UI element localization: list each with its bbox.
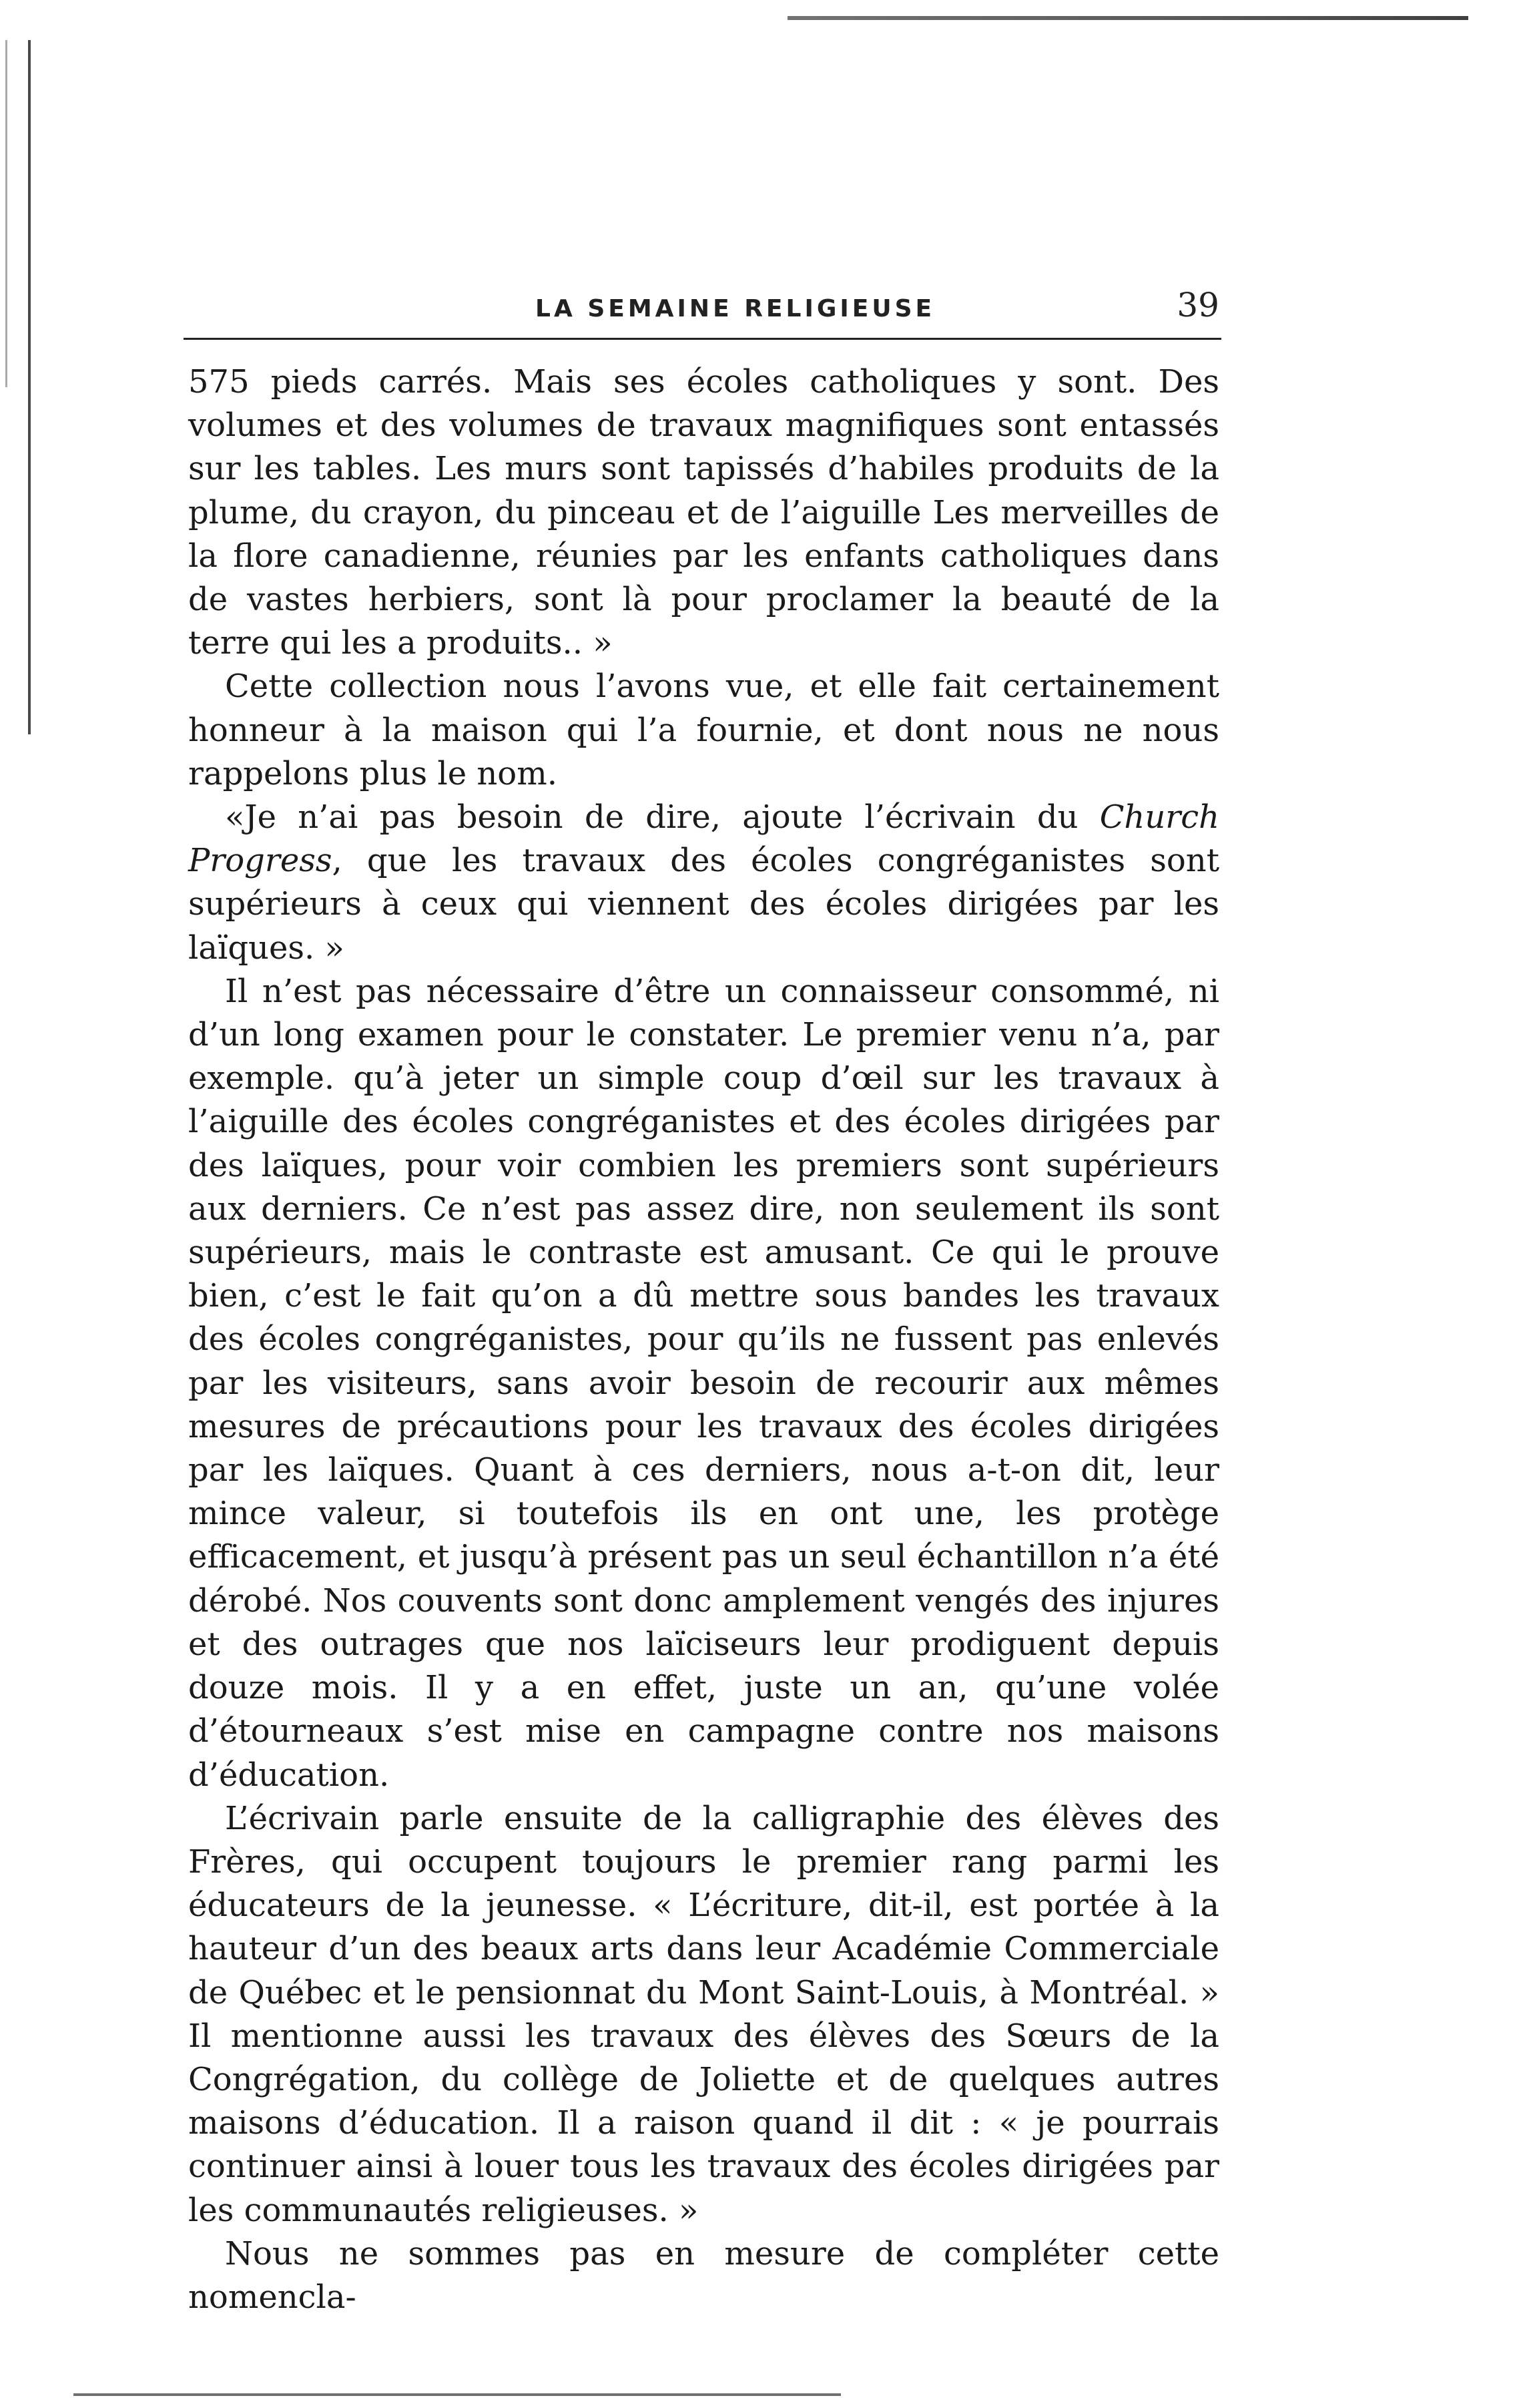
scan-top-rule	[788, 16, 1468, 20]
paragraph-4: Il n’est pas nécessaire d’être un connaisseur consommé, ni d’un long examen pour le constater. Le premier venu n’a, par exemple. qu’à jeter un simple coup d’œil sur les travaux à l’aiguille des écoles congréganistes et des écoles dirigées par des laïques, pour voir combien les premiers sont supérieurs aux derniers. Ce n’est pas assez dire, non seulement ils sont supérieurs, mais le contraste est amusant. Ce qui le prouve bien, c’est le fait qu’on a dû mettre sous bandes les travaux des écoles congréganistes, pour qu’ils ne fussent pas enlevés par les visiteurs, sans avoir besoin de recourir aux mêmes mesures de précautions pour les travaux des écoles dirigées par les laïques. Quant à ces derniers, nous a-t-on dit, leur mince valeur, si toutefois ils en ont une, les protège efficacement, et jusqu’à présent pas un seul échantillon n’a été dérobé. Nos couvents sont donc amplement vengés des injures et des outrages que nos laïciseurs leur prodiguent depuis douze mois. Il y a en effet, juste un an, qu’une volée d’étourneaux s’est mise en campagne contre nos maisons d’éducation.	[188, 972, 1219, 1794]
paragraph-3-after: , que les travaux des écoles congréganistes sont supérieurs à ceux qui viennent des écoles dirigées par les laïques. »	[188, 842, 1219, 967]
paragraph-2: Cette collection nous l’avons vue, et elle fait certainement honneur à la maison qui l’a fournie, et dont nous ne nous rappelons plus le nom.	[188, 668, 1219, 792]
scan-bottom-rule	[73, 2393, 841, 2396]
paragraph-5: L’écrivain parle ensuite de la calligraphie des élèves des Frères, qui occupent toujours le premier rang parmi les éducateurs de la jeunesse. « L’écriture, dit-il, est portée à la hauteur d’un des beaux arts dans leur Académie Commerciale de Québec et le pensionnat du Mont Saint-Louis, à Montréal. » Il mentionne aussi les travaux des élèves des Sœurs de la Congrégation, du collège de Joliette et de quelques autres maisons d’éducation. Il a raison quand il dit : « je pourrais continuer ainsi à louer tous les travaux des écoles dirigées par les communautés religieuses. »	[188, 1799, 1219, 2229]
paragraph-6: Nous ne sommes pas en mesure de compléter cette nomencla-	[188, 2234, 1219, 2316]
body-text	[188, 360, 1219, 2319]
scan-left-edge-shadow	[5, 40, 7, 387]
paragraph-3-before: «Je n’ai pas besoin de dire, ajoute l’écrivain du	[225, 798, 1100, 836]
periodical-title: Church Progress	[188, 798, 1219, 880]
header-rule	[184, 338, 1221, 340]
paragraph-3	[188, 796, 1219, 970]
paragraph-1: 575 pieds carrés. Mais ses écoles catholiques y sont. Des volumes et des volumes de travaux magnifiques sont entassés sur les tables. Les murs sont tapissés d’habiles produits de la plume, du crayon, du pinceau et de l’aiguille Les merveilles de la flore canadienne, réunies par les enfants catholiques dans de vastes herbiers, sont là pour proclamer la beauté de la terre qui les a produits.. »	[188, 363, 1219, 662]
scan-left-edge	[28, 40, 31, 734]
page-number: 39	[1177, 286, 1219, 324]
running-head	[188, 280, 1219, 327]
running-title: LA SEMAINE RELIGIEUSE	[535, 295, 936, 322]
